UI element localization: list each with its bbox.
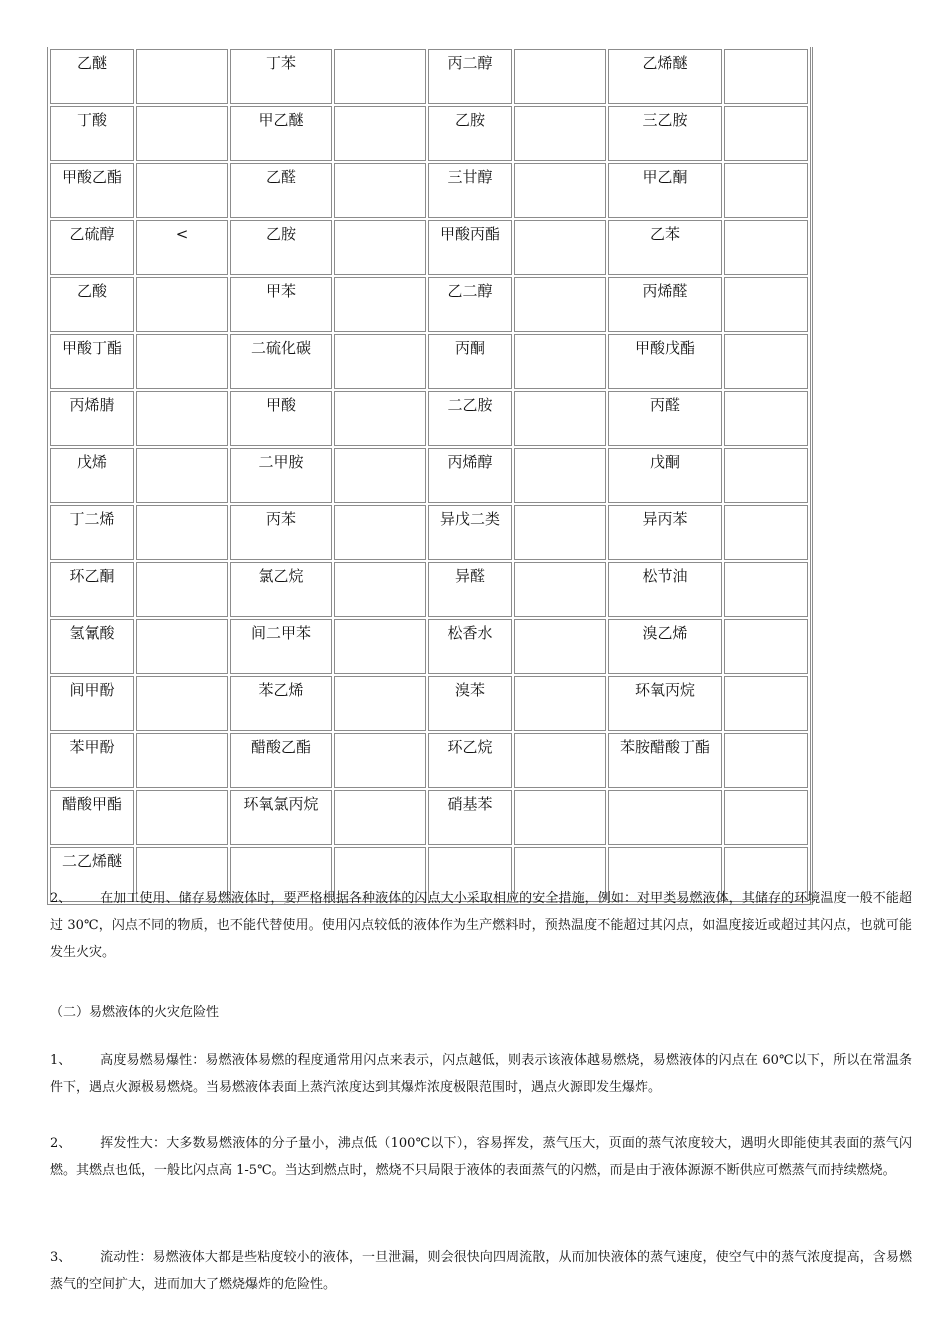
substance-name-cell: 丙二醇	[428, 49, 512, 104]
flash-point-cell	[724, 334, 808, 389]
flash-point-cell	[724, 49, 808, 104]
flash-point-cell	[514, 49, 606, 104]
substance-name-cell: 甲酸戊酯	[608, 334, 722, 389]
substance-name-cell: 松香水	[428, 619, 512, 674]
paragraph-number: 2、	[50, 1136, 72, 1151]
flash-point-cell	[334, 106, 426, 161]
paragraph-text: 流动性：易燃液体大都是些粘度较小的液体，一旦泄漏，则会很快向四周流散，从而加快液体的蒸气速度，使空气中的蒸气浓度提高，含易燃蒸气的空间扩大，进而加大了燃烧爆炸的危险性。	[50, 1250, 912, 1292]
substance-name-cell: 间甲酚	[50, 676, 134, 731]
substance-name-cell: 丙烯醛	[608, 277, 722, 332]
substance-name-cell: 乙醛	[230, 163, 332, 218]
substance-name-cell: 甲乙醚	[230, 106, 332, 161]
flash-point-cell	[334, 49, 426, 104]
table-row	[50, 676, 808, 731]
section-title-text: （二）易燃液体的火灾危险性	[50, 1005, 220, 1020]
table-row	[50, 163, 808, 218]
flash-point-cell	[136, 163, 228, 218]
flash-point-cell	[334, 391, 426, 446]
flash-point-cell	[724, 220, 808, 275]
substance-name-cell: 硝基苯	[428, 790, 512, 845]
substance-name-cell: 三乙胺	[608, 106, 722, 161]
substance-name-cell: 溴苯	[428, 676, 512, 731]
substance-name-cell: 三甘醇	[428, 163, 512, 218]
substance-name-cell: 异醛	[428, 562, 512, 617]
substance-name-cell: 甲酸丁酯	[50, 334, 134, 389]
substance-name-cell	[608, 790, 722, 845]
substance-name-cell: 二乙烯醚	[50, 847, 134, 902]
flash-point-cell	[724, 619, 808, 674]
flash-point-cell	[514, 106, 606, 161]
substance-name-cell: 二硫化碳	[230, 334, 332, 389]
flash-point-cell	[334, 448, 426, 503]
substance-name-cell: 环氧丙烷	[608, 676, 722, 731]
flash-point-cell	[724, 277, 808, 332]
flash-point-cell	[334, 505, 426, 560]
flash-point-cell	[514, 391, 606, 446]
substance-name-cell: 乙胺	[230, 220, 332, 275]
table-row	[50, 790, 808, 845]
section-title	[50, 999, 912, 1026]
substance-name-cell: 甲苯	[230, 277, 332, 332]
table-row	[50, 277, 808, 332]
paragraph-number: 1、	[50, 1053, 72, 1068]
substance-name-cell: 丁二烯	[50, 505, 134, 560]
flash-point-cell	[724, 505, 808, 560]
flash-point-cell	[724, 448, 808, 503]
flash-point-cell: <	[136, 220, 228, 275]
flash-point-cell	[514, 163, 606, 218]
substance-name-cell: 甲酸丙酯	[428, 220, 512, 275]
substance-name-cell: 苯胺醋酸丁酯	[608, 733, 722, 788]
flash-point-cell	[136, 277, 228, 332]
flash-point-cell	[136, 106, 228, 161]
flash-point-cell	[514, 505, 606, 560]
flash-point-cell	[334, 277, 426, 332]
substance-name-cell: 甲乙酮	[608, 163, 722, 218]
flash-point-cell	[514, 448, 606, 503]
substance-name-cell: 二乙胺	[428, 391, 512, 446]
paragraph-text: 挥发性大：大多数易燃液体的分子量小，沸点低（100℃以下），容易挥发，蒸气压大，页面的蒸气浓度较大，遇明火即能使其表面的蒸气闪燃。其燃点也低，一般比闪点高 1-5℃。当达到燃点时，燃烧不只局限于液体的表面蒸气的闪燃，而是由于液体源源不断供应可燃蒸气而持续燃烧。	[50, 1136, 912, 1178]
flash-point-cell	[724, 733, 808, 788]
substance-name-cell: 乙苯	[608, 220, 722, 275]
substance-name-cell: 乙烯醚	[608, 49, 722, 104]
substance-name-cell: 环乙烷	[428, 733, 512, 788]
flash-point-cell	[136, 448, 228, 503]
flash-point-cell	[724, 106, 808, 161]
flash-point-cell	[724, 790, 808, 845]
substance-name-cell: 环乙酮	[50, 562, 134, 617]
flash-point-cell	[514, 619, 606, 674]
substance-name-cell: 环氧氯丙烷	[230, 790, 332, 845]
table-row	[50, 448, 808, 503]
substance-name-cell: 醋酸甲酯	[50, 790, 134, 845]
table-row	[50, 562, 808, 617]
flash-point-cell	[334, 619, 426, 674]
substance-name-cell: 丙烯腈	[50, 391, 134, 446]
flash-point-cell	[334, 733, 426, 788]
flash-point-cell	[514, 220, 606, 275]
paragraph-hazard-flammability	[50, 1047, 912, 1101]
paragraph-storage-measures	[50, 885, 912, 966]
flash-point-cell	[136, 391, 228, 446]
flash-point-cell	[514, 676, 606, 731]
flash-point-table-body	[50, 49, 808, 902]
flash-point-cell	[514, 334, 606, 389]
flash-point-cell	[136, 49, 228, 104]
flash-point-cell	[136, 676, 228, 731]
paragraph-hazard-volatility	[50, 1130, 912, 1184]
flash-point-cell	[514, 790, 606, 845]
flash-point-table	[47, 47, 813, 905]
flash-point-cell	[514, 562, 606, 617]
substance-name-cell: 松节油	[608, 562, 722, 617]
substance-name-cell: 戊酮	[608, 448, 722, 503]
substance-name-cell: 间二甲苯	[230, 619, 332, 674]
substance-name-cell: 氢氰酸	[50, 619, 134, 674]
table-row	[50, 505, 808, 560]
paragraph-number: 3、	[50, 1250, 72, 1265]
flash-point-cell	[334, 334, 426, 389]
paragraph-text: 高度易燃易爆性：易燃液体易燃的程度通常用闪点来表示，闪点越低，则表示该液体越易燃烧，易燃液体的闪点在 60℃以下，所以在常温条件下，遇点火源极易燃烧。当易燃液体表面上蒸汽浓度达到其爆炸浓度极限范围时，遇点火源即发生爆炸。	[50, 1053, 912, 1095]
flash-point-cell	[334, 163, 426, 218]
substance-name-cell: 乙二醇	[428, 277, 512, 332]
flash-point-cell	[136, 505, 228, 560]
flash-point-cell	[136, 562, 228, 617]
substance-name-cell: 甲酸	[230, 391, 332, 446]
flash-point-cell	[136, 790, 228, 845]
table-row	[50, 220, 808, 275]
substance-name-cell: 甲酸乙酯	[50, 163, 134, 218]
substance-name-cell: 醋酸乙酯	[230, 733, 332, 788]
substance-name-cell: 苯甲酚	[50, 733, 134, 788]
substance-name-cell: 乙酸	[50, 277, 134, 332]
table-row	[50, 619, 808, 674]
flash-point-cell	[334, 676, 426, 731]
flash-point-cell	[724, 676, 808, 731]
substance-name-cell: 乙醚	[50, 49, 134, 104]
substance-name-cell: 丙酮	[428, 334, 512, 389]
substance-name-cell: 氯乙烷	[230, 562, 332, 617]
substance-name-cell: 异戊二类	[428, 505, 512, 560]
substance-name-cell: 乙硫醇	[50, 220, 134, 275]
flash-point-cell	[334, 790, 426, 845]
table-row	[50, 106, 808, 161]
flash-point-cell	[724, 163, 808, 218]
table-row	[50, 391, 808, 446]
flash-point-cell	[514, 277, 606, 332]
substance-name-cell: 异丙苯	[608, 505, 722, 560]
substance-name-cell: 戊烯	[50, 448, 134, 503]
flash-point-cell	[136, 334, 228, 389]
flash-point-cell	[724, 391, 808, 446]
substance-name-cell: 丁苯	[230, 49, 332, 104]
flash-point-cell	[334, 562, 426, 617]
substance-name-cell: 苯乙烯	[230, 676, 332, 731]
substance-name-cell: 丁酸	[50, 106, 134, 161]
substance-name-cell: 丙醛	[608, 391, 722, 446]
flash-point-cell	[136, 619, 228, 674]
substance-name-cell: 二甲胺	[230, 448, 332, 503]
substance-name-cell: 乙胺	[428, 106, 512, 161]
paragraph-hazard-fluidity	[50, 1244, 912, 1298]
substance-name-cell: 丙苯	[230, 505, 332, 560]
paragraph-number: 2、	[50, 891, 72, 906]
flash-point-cell	[724, 562, 808, 617]
flash-point-cell	[136, 733, 228, 788]
paragraph-text: 在加工使用、储存易燃液体时，要严格根据各种液体的闪点大小采取相应的安全措施，例如：对甲类易燃液体，其储存的环境温度一般不能超过 30℃，闪点不同的物质，也不能代替使用。使用闪点较低的液体作为生产燃料时，预热温度不能超过其闪点，如温度接近或超过其闪点，也就可能发生火灾。	[50, 891, 912, 960]
table-row	[50, 334, 808, 389]
substance-name-cell: 溴乙烯	[608, 619, 722, 674]
substance-name-cell: 丙烯醇	[428, 448, 512, 503]
flash-point-cell	[514, 733, 606, 788]
table-row	[50, 733, 808, 788]
table-row	[50, 49, 808, 104]
flash-point-cell	[334, 220, 426, 275]
